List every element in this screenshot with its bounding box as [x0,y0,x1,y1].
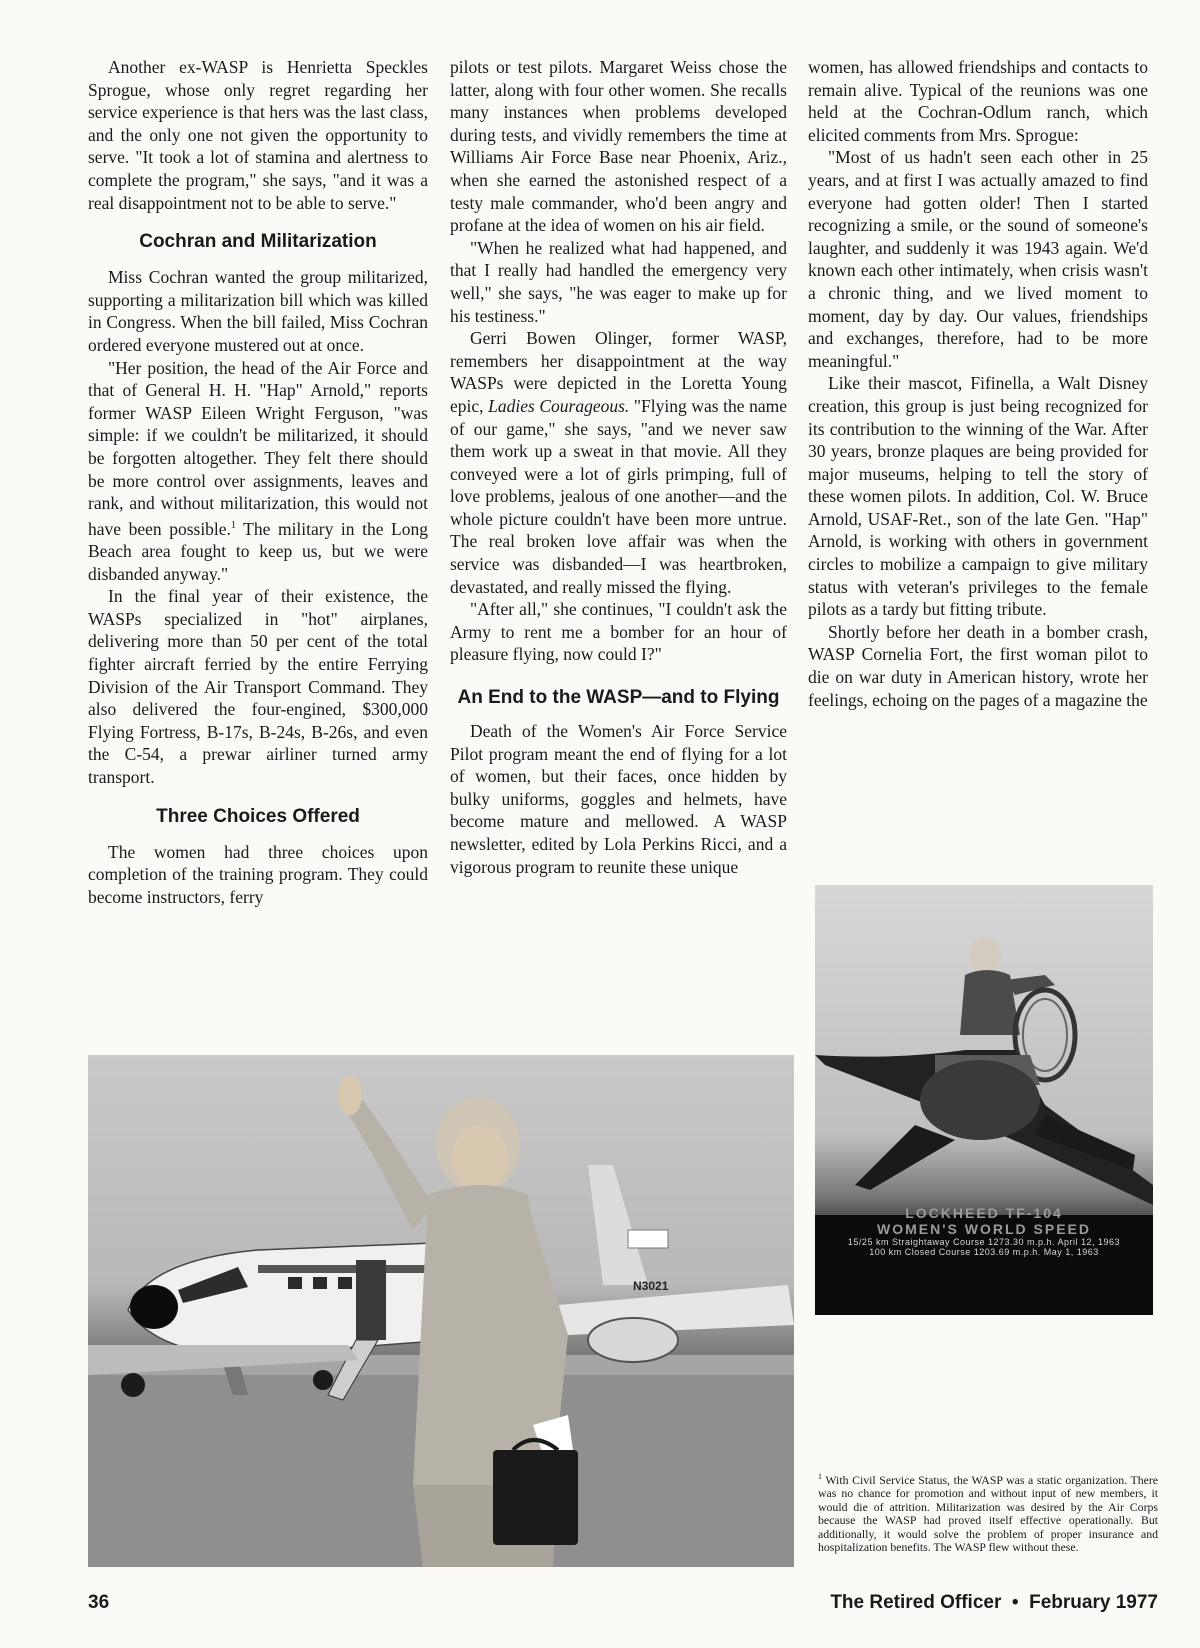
paragraph-text: The military in the Long Beach area fought to keep us, but we were disbanded anyway." [88,518,428,584]
page-number: 36 [88,1592,110,1613]
paragraph-text: "Her position, the head of the Air Force and that of General H. H. "Hap" Arnold," reports former WASP Eileen Wright Ferguson, "was simple: if we couldn't be militarized, it should be forgotten altogether. They felt there should be more control over assignments, leaves and rank, and without militarization, this would not have been possible. [88,357,428,539]
aircraft-tail-number: N3021 [633,1279,669,1293]
film-title: Ladies Courageous. [488,395,630,416]
paragraph [450,327,787,598]
footnote-mark: 1 [818,1472,822,1481]
plaque-title: LOCKHEED TF-104 [905,1205,1063,1221]
paragraph: Miss Cochran wanted the group militarized, supporting a militarization bill which was killed in Congress. When the bill failed, Miss Cochran ordered everyone mustered out at once. [88,267,428,355]
paragraph: Another ex-WASP is Henrietta Speckles Sprogue, whose only regret regarding her service experience is that hers was the last class, and the only one not given the opportunity to serve. "It took a lot of stamina and alertness to complete the program," she says, "and it was a real disappointment not to be able to serve." [88,57,428,213]
paragraph: Like their mascot, Fifinella, a Walt Disney creation, this group is just being recognized for its contribution to the winning of the War. After 30 years, bronze plaques are being provided for major museums, helping to tell the story of these women pilots. In addition, Col. W. Bruce Arnold, USAF-Ret., son of the late Gen. "Hap" Arnold, is working with others in government circles to mobilize a campaign to give military status with veteran's privileges to the female pilots as a tardy but fitting tribute. [808,373,1148,620]
footnote-reference: 1 [230,519,236,531]
paragraph: In the final year of their existence, the WASPs specialized in "hot" airplanes, delivering more than 50 per cent of the total fighter aircraft ferried by the entire Ferrying Division of the Air Transport Command. They also delivered the four-engined, $300,000 Flying Fortress, B-17s, B-24s, B-26s, and even the C-54, a prewar airliner turned army transport. [88,586,428,788]
paragraph [88,357,428,586]
photo-woman-on-f104 [815,885,1153,1315]
paragraph: "After all," she continues, "I couldn't ask the Army to rent me a bomber for an hour of pleasure flying, now could I?" [450,599,787,665]
paragraph: "When he realized what had happened, and that I really had handled the emergency very well," she says, "he was eager to make up for his testiness." [450,237,787,326]
article-column-2 [450,56,787,878]
article-column-1 [88,56,428,908]
photo-woman-waving-jet [88,1055,794,1567]
footer-masthead: The Retired Officer • February 1977 [830,1592,1158,1613]
section-heading: Three Choices Offered [156,805,360,827]
footnote-text: With Civil Service Status, the WASP was a static organization. There was no chance for promotion and without input of new members, it would die of attrition. Militarization was desired by the Air Corps because the WASP had proved itself effective operationally. But additionally, it would solve the problem of proper insurance and hospitalization benefits. The WASP flew without these. [818,1472,1158,1554]
section-heading: An End to the WASP—and to Flying [457,687,780,709]
paragraph: Shortly before her death in a bomber crash, WASP Cornelia Fort, the first woman pilot to die on war duty in American history, wrote her feelings, echoing on the pages of a magazine the [808,621,1148,710]
section-heading: Cochran and Militarization [139,231,377,253]
paragraph-text: "Flying was the name of our game," she says, "and we never saw them work up a sweat in that movie. All they conveyed were a lot of girls primping, full of love problems, jealous of one another—and the whole picture couldn't have been more untrue. The real broken love affair was when the service was disbanded—I was heartbroken, devastated, and really missed the flying. [450,395,787,597]
plaque-subtitle: WOMEN'S WORLD SPEED [877,1221,1091,1237]
article-column-3 [808,56,1148,711]
paragraph: pilots or test pilots. Margaret Weiss chose the latter, along with four other women. She recalls many instances when problems developed during tests, and vividly remembers the time at Williams Air Force Base near Phoenix, Ariz., when she earned the astonished respect of a testy male commander, who'd been angry and profane at the idea of women on his air field. [450,57,787,236]
footnote [818,1470,1158,1554]
paragraph: "Most of us hadn't seen each other in 25 years, and at first I was actually amazed to find everyone had gotten older! Then I started recognizing a smile, or the sound of someone's laughter, and suddenly it was 1943 again. We'd known each other intimately, when crisis wasn't a chronic thing, and we lived moment to moment, day by day. Our values, friendships and exchanges, therefore, had to be more meaningful." [808,147,1148,371]
photo-illustration [88,1055,794,1567]
paragraph-text: Gerri Bowen Olinger, former WASP, remembers her disappointment at the way WASPs were depicted in the Loretta Young epic, [450,328,787,416]
paragraph: women, has allowed friendships and contacts to remain alive. Typical of the reunions was one held at the Cochran-Odlum ranch, which elicited comments from Mrs. Sprogue: [808,57,1148,145]
plaque-record-1: 15/25 km Straightaway Course 1273.30 m.p.h. April 12, 1963 [847,1237,1121,1247]
paragraph: The women had three choices upon completion of the training program. They could become instructors, ferry [88,841,428,907]
paragraph: Death of the Women's Air Force Service Pilot program meant the end of flying for a lot of women, but their faces, once hidden by bulky uniforms, goggles and helmets, have become mature and mellowed. A WASP newsletter, edited by Lola Perkins Ricci, and a vigorous program to reunite these unique [450,721,787,877]
speed-record-plaque [815,1205,1153,1257]
plaque-record-2: 100 km Closed Course 1203.69 m.p.h. May 1, 1963 [869,1247,1099,1257]
